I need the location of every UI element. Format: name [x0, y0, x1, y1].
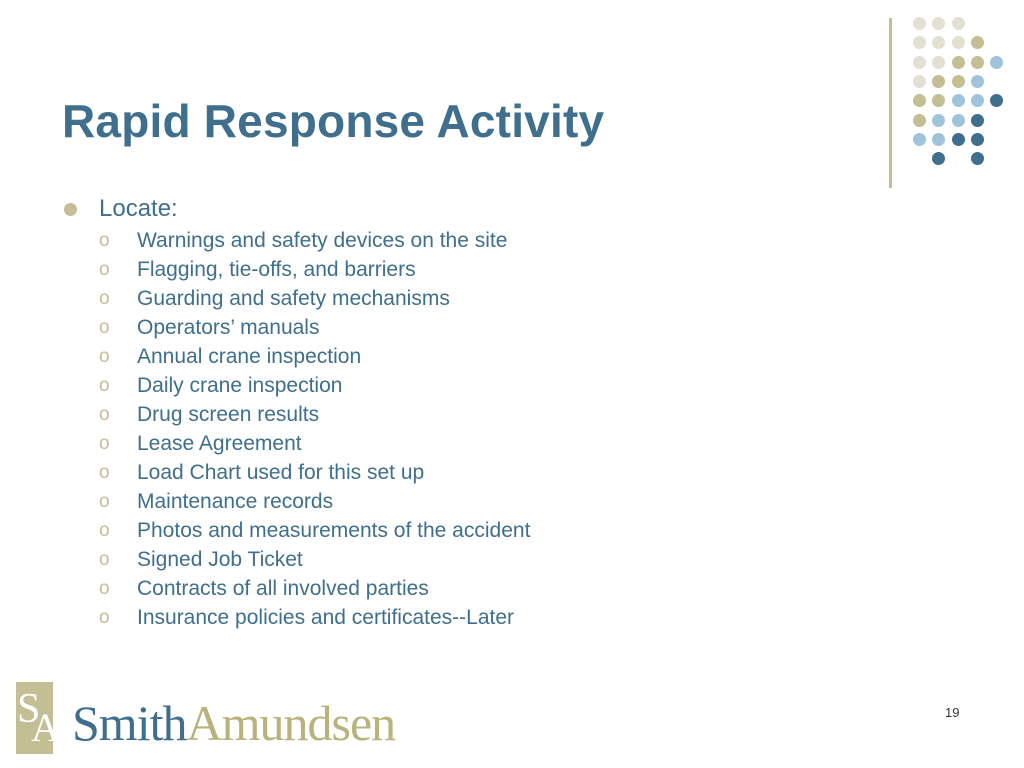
company-logo [16, 680, 436, 760]
decorative-dot-icon [971, 133, 984, 146]
list-item: o Insurance policies and certificates--Later [99, 605, 515, 629]
logo-word-amundsen: Amundsen [186, 695, 396, 751]
logo-word-smith: Smith [72, 695, 187, 751]
decorative-dot-icon [971, 152, 984, 165]
decorative-dot-icon [971, 36, 984, 49]
circle-bullet-icon: o [99, 230, 110, 251]
list-item: o Operators’ manuals [99, 315, 320, 339]
decorative-dot-icon [913, 75, 926, 88]
circle-bullet-icon: o [99, 375, 110, 396]
decorative-dot-icon [990, 56, 1003, 69]
decorative-dot-icon [932, 133, 945, 146]
decorative-dot-icon [913, 94, 926, 107]
decorative-dot-icon [932, 75, 945, 88]
decorative-dot-icon [932, 36, 945, 49]
list-item: o Signed Job Ticket [99, 547, 303, 571]
list-item: o Annual crane inspection [99, 344, 362, 368]
decorative-dot-icon [913, 56, 926, 69]
decorative-dot-icon [952, 133, 965, 146]
slide-title: Rapid Response Activity [62, 95, 605, 147]
list-item: o Drug screen results [99, 402, 320, 426]
list-item: o Daily crane inspection [99, 373, 343, 397]
list-item: o Maintenance records [99, 489, 334, 513]
bullet-item-locate [62, 192, 862, 226]
logo-wordmark [72, 695, 396, 751]
decorative-dot-icon [952, 17, 965, 30]
list-item: o Guarding and safety mechanisms [99, 286, 450, 310]
decorative-dot-icon [932, 56, 945, 69]
decorative-dot-icon [952, 36, 965, 49]
circle-bullet-icon: o [99, 607, 110, 628]
decorative-dot-grid [900, 10, 1010, 170]
decorative-dot-icon [971, 114, 984, 127]
list-item: o Photos and measurements of the accident [99, 518, 531, 542]
list-item: o Flagging, tie-offs, and barriers [99, 257, 416, 281]
list-item: o Load Chart used for this set up [99, 460, 425, 484]
circle-bullet-icon: o [99, 578, 110, 599]
decorative-dot-icon [952, 56, 965, 69]
decorative-dot-icon [932, 94, 945, 107]
decorative-dot-icon [952, 114, 965, 127]
decorative-dot-icon [913, 36, 926, 49]
decorative-dot-icon [952, 75, 965, 88]
circle-bullet-icon: o [99, 259, 110, 280]
circle-bullet-icon: o [99, 520, 110, 541]
decorative-dot-icon [971, 94, 984, 107]
list-item: o Lease Agreement [99, 431, 302, 455]
circle-bullet-icon: o [99, 462, 110, 483]
page-number: 19 [945, 705, 960, 720]
circle-bullet-icon: o [99, 433, 110, 454]
decorative-dot-icon [932, 152, 945, 165]
circle-bullet-icon: o [99, 404, 110, 425]
decorative-dot-icon [913, 17, 926, 30]
decorative-dot-icon [913, 133, 926, 146]
decorative-dot-icon [932, 17, 945, 30]
decorative-dot-icon [971, 56, 984, 69]
circle-bullet-icon: o [99, 346, 110, 367]
list-item: o Warnings and safety devices on the site [99, 228, 508, 252]
round-bullet-icon [64, 203, 77, 216]
bullet-content [62, 192, 862, 632]
circle-bullet-icon: o [99, 317, 110, 338]
bullet-heading: Locate: [99, 195, 178, 222]
circle-bullet-icon: o [99, 549, 110, 570]
circle-bullet-icon: o [99, 288, 110, 309]
list-item: o Contracts of all involved parties [99, 576, 429, 600]
decorative-dot-icon [990, 94, 1003, 107]
decorative-dot-icon [971, 75, 984, 88]
sub-bullet-list [62, 226, 862, 632]
decorative-dot-icon [932, 114, 945, 127]
decorative-vertical-line [889, 18, 892, 188]
decorative-dot-icon [952, 94, 965, 107]
circle-bullet-icon: o [99, 491, 110, 512]
decorative-dot-icon [913, 114, 926, 127]
logo-monogram-icon: S A [16, 682, 53, 754]
